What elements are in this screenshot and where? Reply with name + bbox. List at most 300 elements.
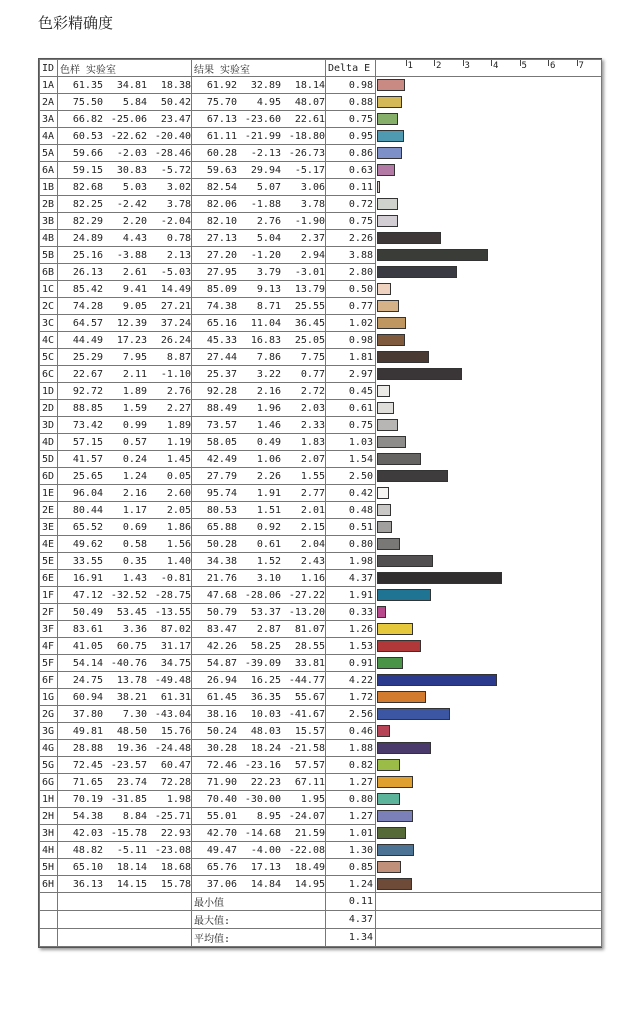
sample-lab-value: 0.24 — [122, 453, 147, 465]
result-lab-value: 1.51 — [256, 504, 281, 516]
row-id: 4C — [40, 332, 58, 349]
row-id: 2G — [40, 706, 58, 723]
result-lab — [192, 689, 326, 706]
result-lab-value: 54.87 — [206, 657, 237, 669]
result-lab-value: 17.13 — [250, 861, 281, 873]
result-lab-value: 0.77 — [300, 368, 325, 380]
table-row — [40, 162, 602, 179]
result-lab — [192, 859, 326, 876]
sample-lab-value: 70.19 — [72, 793, 103, 805]
result-lab — [192, 162, 326, 179]
result-lab-value: 2.01 — [300, 504, 325, 516]
delta-bar — [377, 640, 421, 652]
result-lab — [192, 876, 326, 893]
result-lab-value: 60.28 — [206, 147, 237, 159]
delta-e-value: 1.27 — [326, 808, 376, 825]
delta-bar-cell — [376, 111, 602, 128]
row-id: 3A — [40, 111, 58, 128]
result-lab-value: 42.70 — [206, 827, 237, 839]
sample-lab-value: 22.93 — [160, 827, 191, 839]
result-lab — [192, 451, 326, 468]
table-row — [40, 859, 602, 876]
delta-bar — [377, 742, 431, 754]
result-lab-value: 25.37 — [206, 368, 237, 380]
delta-bar-cell — [376, 383, 602, 400]
result-lab-value: 15.57 — [294, 725, 325, 737]
table-row — [40, 774, 602, 791]
result-lab-value: 1.83 — [300, 436, 325, 448]
summary-empty — [376, 911, 602, 929]
sample-lab-value: 72.28 — [160, 776, 191, 788]
delta-bar — [377, 113, 398, 125]
sample-lab-value: 1.89 — [122, 385, 147, 397]
sample-lab-value: -28.75 — [154, 589, 191, 601]
summary-empty — [58, 893, 192, 911]
result-lab-value: 81.07 — [294, 623, 325, 635]
result-lab-value: 2.07 — [300, 453, 325, 465]
delta-e-value: 0.75 — [326, 213, 376, 230]
sample-lab-value: 60.47 — [160, 759, 191, 771]
sample-lab-value: 47.12 — [72, 589, 103, 601]
result-lab-value: 57.57 — [294, 759, 325, 771]
delta-bar — [377, 555, 433, 567]
table-row — [40, 196, 602, 213]
sample-lab-value: 50.49 — [72, 606, 103, 618]
sample-lab-value: 1.43 — [122, 572, 147, 584]
row-id: 1G — [40, 689, 58, 706]
sample-lab — [58, 519, 192, 536]
delta-e-value: 1.91 — [326, 587, 376, 604]
sample-lab — [58, 706, 192, 723]
delta-e-value: 4.22 — [326, 672, 376, 689]
sample-lab-value: 2.20 — [122, 215, 147, 227]
result-lab-value: 11.04 — [250, 317, 281, 329]
sample-lab-value: 24.89 — [72, 232, 103, 244]
delta-e-value: 1.72 — [326, 689, 376, 706]
result-lab-value: 2.37 — [300, 232, 325, 244]
summary-empty — [40, 911, 58, 929]
sample-lab — [58, 94, 192, 111]
result-lab — [192, 723, 326, 740]
delta-bar — [377, 147, 402, 159]
result-lab-value: 3.22 — [256, 368, 281, 380]
delta-bar — [377, 419, 398, 431]
row-id: 5H — [40, 859, 58, 876]
row-id: 6G — [40, 774, 58, 791]
result-lab-value: 1.55 — [300, 470, 325, 482]
summary-empty — [40, 929, 58, 947]
sample-lab-value: 72.45 — [72, 759, 103, 771]
row-id: 1D — [40, 383, 58, 400]
delta-e-value: 1.81 — [326, 349, 376, 366]
table-row — [40, 638, 602, 655]
sample-lab — [58, 859, 192, 876]
delta-bar-cell — [376, 213, 602, 230]
sample-lab — [58, 485, 192, 502]
sample-lab-value: -22.62 — [110, 130, 147, 142]
row-id: 2C — [40, 298, 58, 315]
sample-lab-value: 80.44 — [72, 504, 103, 516]
result-lab-value: 82.10 — [206, 215, 237, 227]
delta-bar-cell — [376, 264, 602, 281]
sample-lab — [58, 825, 192, 842]
sample-lab — [58, 349, 192, 366]
sample-lab-value: 2.61 — [122, 266, 147, 278]
delta-bar-cell — [376, 757, 602, 774]
result-lab-value: 75.70 — [206, 96, 237, 108]
table-row — [40, 298, 602, 315]
result-lab-value: 61.92 — [206, 79, 237, 91]
delta-bar-cell — [376, 876, 602, 893]
result-lab-value: 67.11 — [294, 776, 325, 788]
result-lab-value: 38.16 — [206, 708, 237, 720]
delta-bar — [377, 317, 406, 329]
delta-bar-cell — [376, 859, 602, 876]
sample-lab-value: -25.71 — [154, 810, 191, 822]
sample-lab-value: 2.27 — [166, 402, 191, 414]
table-row — [40, 587, 602, 604]
delta-bar — [377, 181, 380, 193]
delta-bar — [377, 215, 398, 227]
delta-bar-cell — [376, 706, 602, 723]
delta-bar-cell — [376, 366, 602, 383]
sample-lab — [58, 298, 192, 315]
summary-row — [40, 929, 602, 947]
sample-lab — [58, 213, 192, 230]
result-lab-value: 1.96 — [256, 402, 281, 414]
delta-bar — [377, 776, 413, 788]
sample-lab-value: -31.85 — [110, 793, 147, 805]
delta-e-value: 2.97 — [326, 366, 376, 383]
delta-bar-cell — [376, 315, 602, 332]
result-lab — [192, 740, 326, 757]
sample-lab-value: 25.29 — [72, 351, 103, 363]
result-lab-value: 1.06 — [256, 453, 281, 465]
result-lab-value: 22.61 — [294, 113, 325, 125]
result-lab-value: 50.79 — [206, 606, 237, 618]
sample-lab-value: 4.43 — [122, 232, 147, 244]
sample-lab-value: 1.40 — [166, 555, 191, 567]
sample-lab — [58, 366, 192, 383]
delta-bar-cell — [376, 162, 602, 179]
result-lab-value: -27.22 — [288, 589, 325, 601]
sample-lab — [58, 332, 192, 349]
scale-tick — [548, 60, 549, 66]
summary-empty — [58, 929, 192, 947]
sample-lab-value: 15.76 — [160, 725, 191, 737]
result-lab-value: 42.49 — [206, 453, 237, 465]
result-lab-value: -30.00 — [244, 793, 281, 805]
table-row — [40, 655, 602, 672]
sample-lab-value: 33.55 — [72, 555, 103, 567]
sample-lab-value: 2.13 — [166, 249, 191, 261]
result-lab — [192, 383, 326, 400]
table-row — [40, 332, 602, 349]
result-lab-value: 0.92 — [256, 521, 281, 533]
result-lab-value: 92.28 — [206, 385, 237, 397]
sample-lab-value: 38.21 — [116, 691, 147, 703]
sample-lab-value: -5.03 — [160, 266, 191, 278]
sample-lab-value: 9.05 — [122, 300, 147, 312]
sample-lab-value: 27.21 — [160, 300, 191, 312]
sample-lab — [58, 655, 192, 672]
result-lab — [192, 519, 326, 536]
table-row — [40, 230, 602, 247]
result-lab-value: 82.06 — [206, 198, 237, 210]
result-lab — [192, 825, 326, 842]
result-lab-value: 53.37 — [250, 606, 281, 618]
delta-bar-cell — [376, 604, 602, 621]
sample-lab-value: 18.68 — [160, 861, 191, 873]
result-lab-value: 34.38 — [206, 555, 237, 567]
sample-lab-value: 53.45 — [116, 606, 147, 618]
result-lab-value: 27.95 — [206, 266, 237, 278]
result-lab-value: 7.86 — [256, 351, 281, 363]
row-id: 3D — [40, 417, 58, 434]
delta-bar — [377, 453, 421, 465]
row-id: 3F — [40, 621, 58, 638]
result-lab-value: -44.77 — [288, 674, 325, 686]
result-lab-value: 21.59 — [294, 827, 325, 839]
result-lab-value: 21.76 — [206, 572, 237, 584]
result-lab-value: 2.87 — [256, 623, 281, 635]
sample-lab-value: 5.03 — [122, 181, 147, 193]
delta-bar-cell — [376, 553, 602, 570]
result-lab-value: -3.01 — [294, 266, 325, 278]
table-row — [40, 519, 602, 536]
result-lab-value: -26.73 — [288, 147, 325, 159]
sample-lab-value: 0.57 — [122, 436, 147, 448]
result-lab-value: 70.40 — [206, 793, 237, 805]
sample-lab-value: 48.82 — [72, 844, 103, 856]
result-lab-value: -2.13 — [250, 147, 281, 159]
sample-lab-value: 61.31 — [160, 691, 191, 703]
delta-e-value: 1.03 — [326, 434, 376, 451]
result-lab — [192, 536, 326, 553]
row-id: 6C — [40, 366, 58, 383]
sample-lab-value: -23.57 — [110, 759, 147, 771]
sample-lab — [58, 145, 192, 162]
result-lab — [192, 298, 326, 315]
result-lab — [192, 366, 326, 383]
sample-lab — [58, 281, 192, 298]
delta-e-value: 1.01 — [326, 825, 376, 842]
row-id: 1E — [40, 485, 58, 502]
table-row — [40, 706, 602, 723]
sample-lab-value: 2.76 — [166, 385, 191, 397]
result-lab-value: -28.06 — [244, 589, 281, 601]
scale-label: 2 — [436, 61, 442, 71]
delta-bar — [377, 402, 394, 414]
delta-bar-cell — [376, 842, 602, 859]
row-id: 2F — [40, 604, 58, 621]
result-lab-value: 3.79 — [256, 266, 281, 278]
table-row — [40, 485, 602, 502]
result-lab-value: -1.20 — [250, 249, 281, 261]
delta-bar — [377, 470, 448, 482]
row-id: 6F — [40, 672, 58, 689]
delta-e-value: 1.54 — [326, 451, 376, 468]
result-lab-value: 32.89 — [250, 79, 281, 91]
result-lab-value: 4.95 — [256, 96, 281, 108]
sample-lab — [58, 383, 192, 400]
result-lab — [192, 791, 326, 808]
sample-lab-value: 96.04 — [72, 487, 103, 499]
summary-row — [40, 893, 602, 911]
result-lab-value: 58.25 — [250, 640, 281, 652]
sample-lab — [58, 128, 192, 145]
sample-lab — [58, 570, 192, 587]
sample-lab-value: -25.06 — [110, 113, 147, 125]
delta-bar — [377, 759, 400, 771]
sample-lab-value: 0.69 — [122, 521, 147, 533]
result-lab-value: 2.16 — [256, 385, 281, 397]
result-lab-value: 25.05 — [294, 334, 325, 346]
delta-e-value: 1.26 — [326, 621, 376, 638]
sample-lab-value: 54.38 — [72, 810, 103, 822]
sample-lab — [58, 417, 192, 434]
result-lab — [192, 502, 326, 519]
delta-e-value: 2.50 — [326, 468, 376, 485]
table-row — [40, 247, 602, 264]
result-lab-value: 16.83 — [250, 334, 281, 346]
sample-lab-value: 49.81 — [72, 725, 103, 737]
delta-e-value: 1.30 — [326, 842, 376, 859]
row-id: 5F — [40, 655, 58, 672]
result-lab-value: 5.07 — [256, 181, 281, 193]
result-lab-value: -21.99 — [244, 130, 281, 142]
sample-lab — [58, 247, 192, 264]
result-lab-value: 13.79 — [294, 283, 325, 295]
delta-e-value: 2.26 — [326, 230, 376, 247]
result-lab-value: 27.13 — [206, 232, 237, 244]
result-lab-value: 37.06 — [206, 878, 237, 890]
table-row — [40, 536, 602, 553]
sample-lab-value: 7.95 — [122, 351, 147, 363]
sample-lab — [58, 876, 192, 893]
result-lab-value: 18.14 — [294, 79, 325, 91]
sample-lab-value: -1.10 — [160, 368, 191, 380]
result-lab-value: 73.57 — [206, 419, 237, 431]
result-lab-value: 49.47 — [206, 844, 237, 856]
sample-lab-value: 13.78 — [116, 674, 147, 686]
delta-bar-cell — [376, 723, 602, 740]
result-lab-value: 3.78 — [300, 198, 325, 210]
sample-lab-value: 42.03 — [72, 827, 103, 839]
delta-bar-cell — [376, 468, 602, 485]
result-lab-value: 2.15 — [300, 521, 325, 533]
delta-e-value: 0.46 — [326, 723, 376, 740]
scale-tick — [434, 60, 435, 66]
delta-bar-cell — [376, 536, 602, 553]
delta-e-value: 0.42 — [326, 485, 376, 502]
row-id: 4B — [40, 230, 58, 247]
sample-lab-value: 75.50 — [72, 96, 103, 108]
result-lab-value: 1.95 — [300, 793, 325, 805]
sample-lab-value: 3.02 — [166, 181, 191, 193]
sample-lab-value: 25.65 — [72, 470, 103, 482]
sample-lab-value: 34.81 — [116, 79, 147, 91]
sample-lab-value: 25.16 — [72, 249, 103, 261]
delta-e-value: 2.56 — [326, 706, 376, 723]
result-lab-value: -1.88 — [250, 198, 281, 210]
table-row — [40, 808, 602, 825]
result-lab-value: 48.03 — [250, 725, 281, 737]
sample-lab-value: -15.78 — [110, 827, 147, 839]
result-lab-value: 26.94 — [206, 674, 237, 686]
delta-bar-cell — [376, 196, 602, 213]
sample-lab-value: -20.40 — [154, 130, 191, 142]
result-lab-value: 55.01 — [206, 810, 237, 822]
result-lab-value: 47.68 — [206, 589, 237, 601]
delta-e-value: 0.85 — [326, 859, 376, 876]
sample-lab — [58, 689, 192, 706]
summary-value: 1.34 — [326, 929, 376, 947]
result-lab — [192, 281, 326, 298]
sample-lab-value: -2.04 — [160, 215, 191, 227]
scale-label: 3 — [464, 61, 470, 71]
sample-lab-value: 1.45 — [166, 453, 191, 465]
result-lab — [192, 196, 326, 213]
result-lab-value: 2.94 — [300, 249, 325, 261]
delta-e-value: 0.86 — [326, 145, 376, 162]
header-id: ID — [40, 60, 58, 77]
delta-e-value: 0.77 — [326, 298, 376, 315]
delta-bar — [377, 368, 462, 380]
sample-lab — [58, 808, 192, 825]
result-lab-value: 22.23 — [250, 776, 281, 788]
color-accuracy-table-container — [38, 58, 602, 948]
header-delta: Delta E — [326, 60, 376, 77]
delta-bar — [377, 283, 391, 295]
sample-lab-value: 2.05 — [166, 504, 191, 516]
delta-bar-cell — [376, 655, 602, 672]
row-id: 6D — [40, 468, 58, 485]
result-lab-value: 85.09 — [206, 283, 237, 295]
result-lab-value: -14.68 — [244, 827, 281, 839]
result-lab-value: -13.20 — [288, 606, 325, 618]
result-lab-value: 2.77 — [300, 487, 325, 499]
result-lab — [192, 77, 326, 94]
result-lab-value: -23.16 — [244, 759, 281, 771]
delta-bar-cell — [376, 689, 602, 706]
sample-lab — [58, 672, 192, 689]
delta-bar — [377, 436, 406, 448]
sample-lab-value: 1.19 — [166, 436, 191, 448]
sample-lab-value: 92.72 — [72, 385, 103, 397]
sample-lab-value: 41.57 — [72, 453, 103, 465]
sample-lab-value: 26.24 — [160, 334, 191, 346]
row-id: 1F — [40, 587, 58, 604]
delta-bar — [377, 691, 426, 703]
sample-lab-value: 0.99 — [122, 419, 147, 431]
summary-empty — [376, 929, 602, 947]
table-row — [40, 434, 602, 451]
summary-label: 最小值 — [192, 893, 326, 911]
sample-lab-value: 3.36 — [122, 623, 147, 635]
result-lab-value: 27.20 — [206, 249, 237, 261]
table-row — [40, 281, 602, 298]
result-lab-value: 14.84 — [250, 878, 281, 890]
result-lab — [192, 672, 326, 689]
row-id: 6E — [40, 570, 58, 587]
sample-lab-value: 2.16 — [122, 487, 147, 499]
result-lab — [192, 621, 326, 638]
sample-lab-value: 19.36 — [116, 742, 147, 754]
header-row — [40, 60, 602, 77]
sample-lab-value: 34.75 — [160, 657, 191, 669]
sample-lab-value: 85.42 — [72, 283, 103, 295]
